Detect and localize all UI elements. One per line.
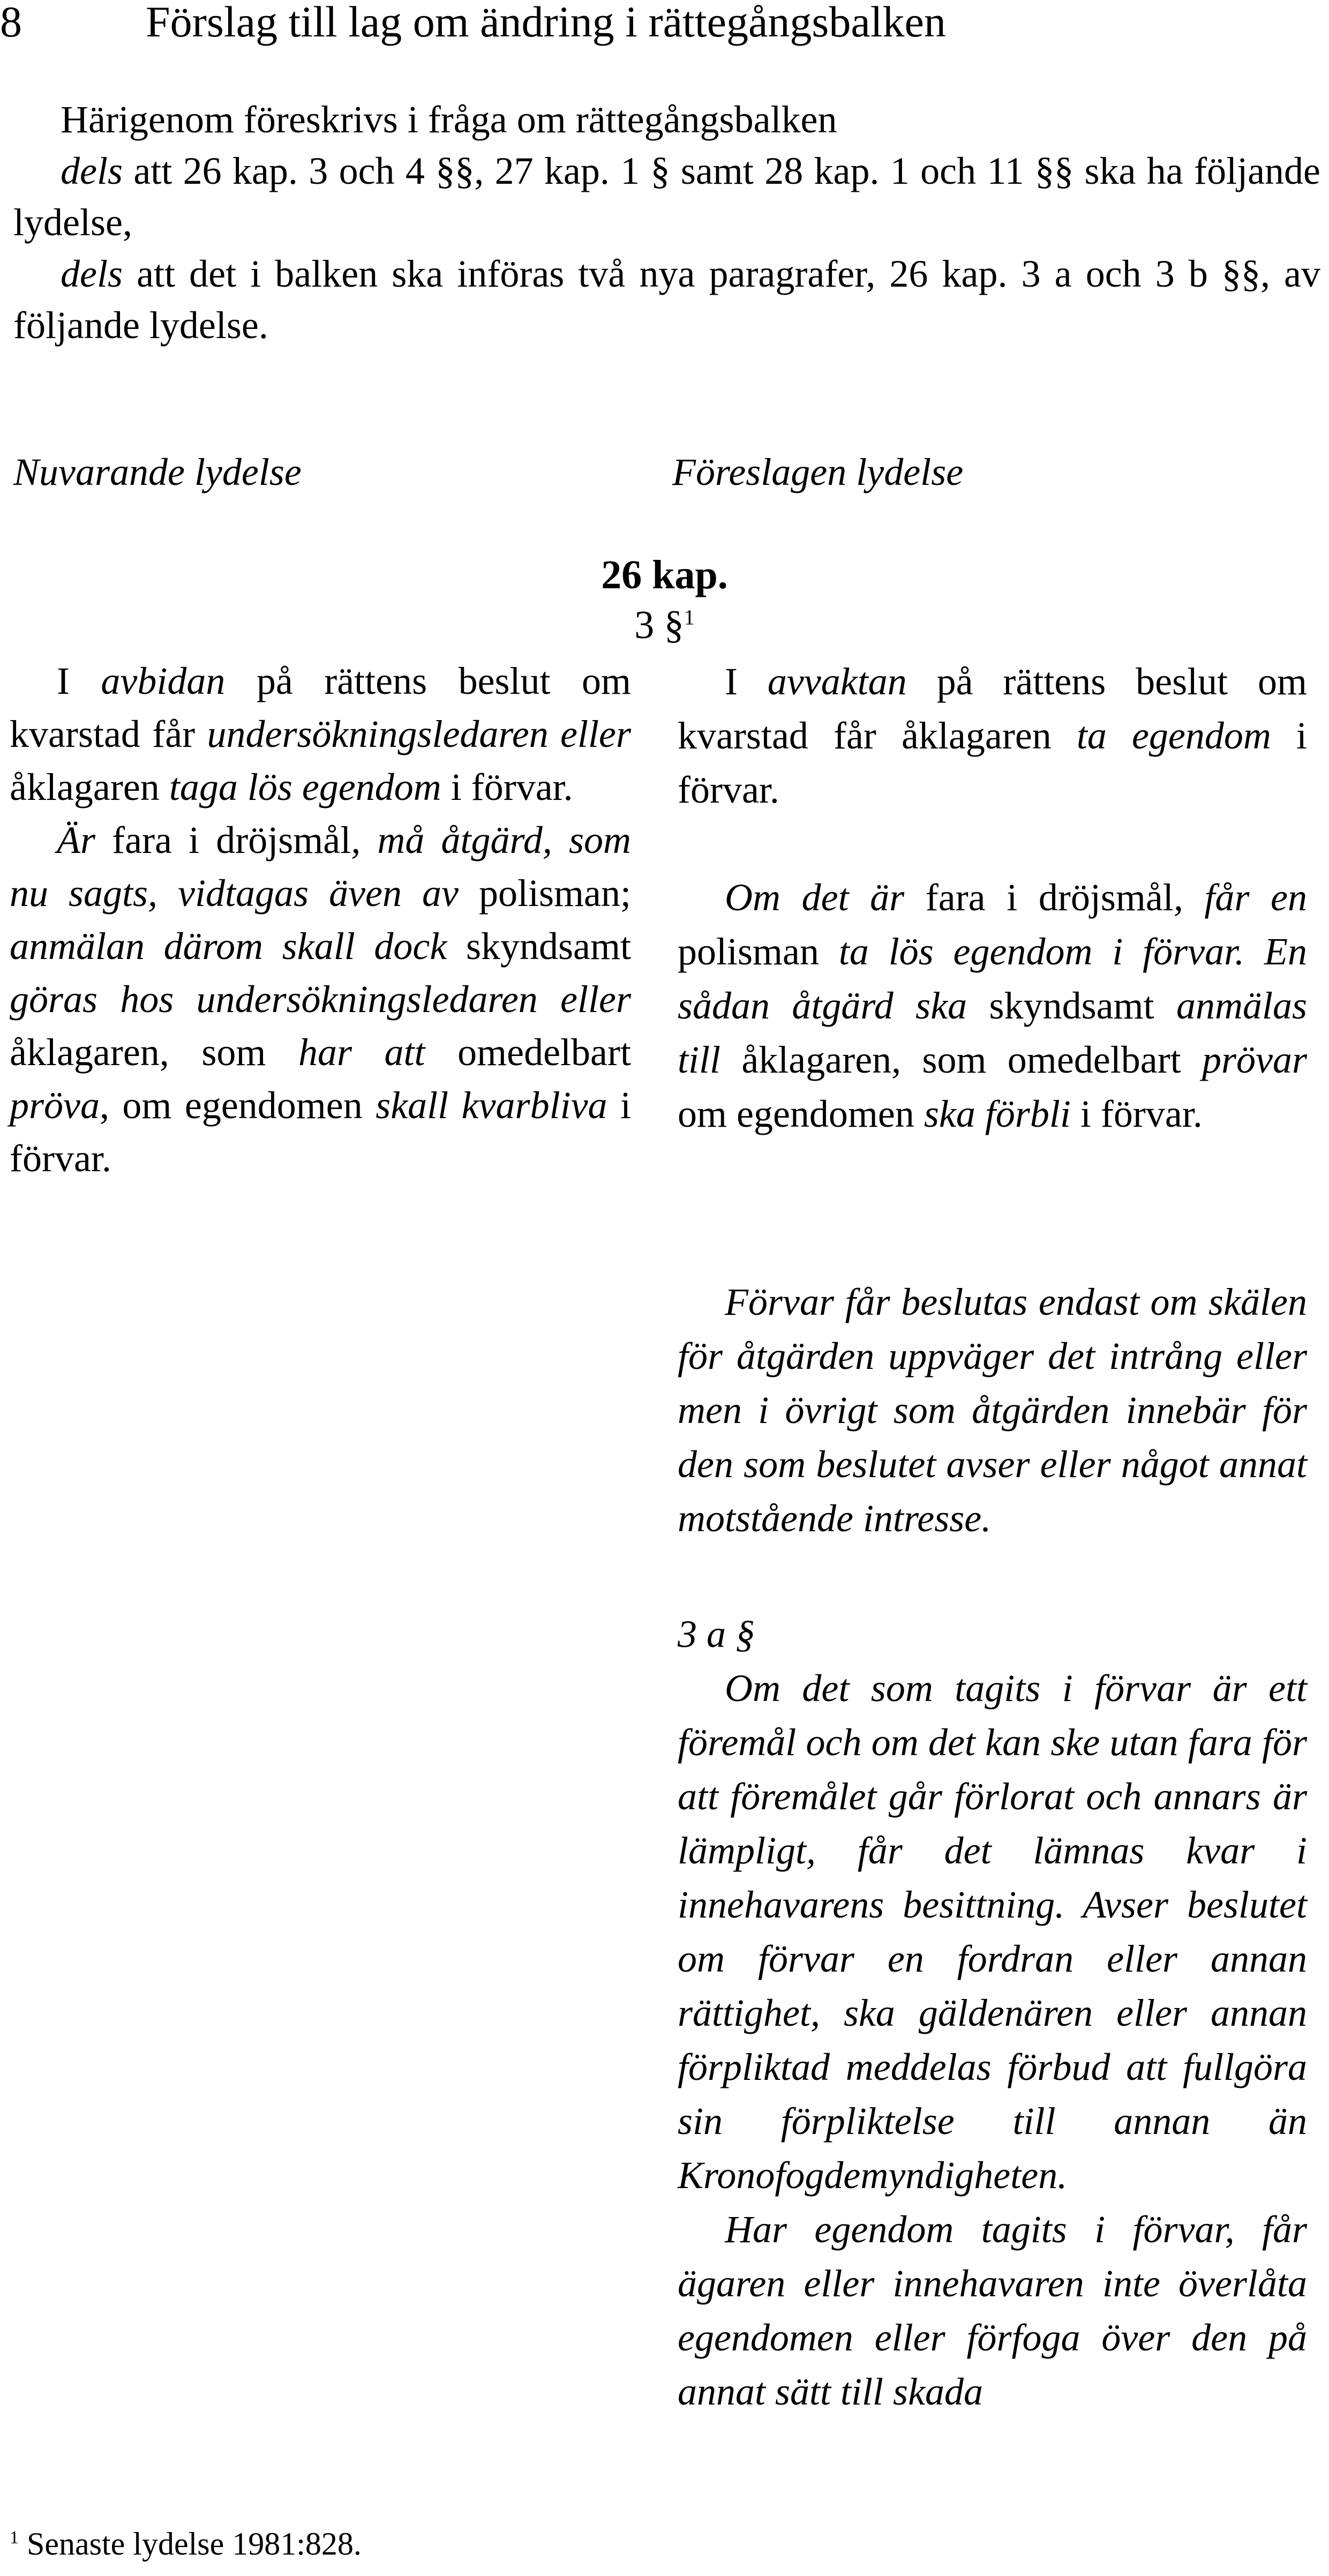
footnote-marker: 1: [10, 2528, 19, 2548]
text-run: i förvar.: [10, 1084, 631, 1180]
italic-text-run: undersökningsledaren eller: [207, 713, 631, 755]
italic-text-run: anmälan därom skall dock: [10, 925, 447, 968]
dels-word: dels: [61, 252, 123, 295]
intro-text: [13, 94, 1320, 351]
text-run: I: [725, 660, 768, 703]
text-run: i förvar.: [1070, 1092, 1203, 1135]
section-3a-heading: 3 a §: [678, 1613, 755, 1656]
text-run: omedelbart: [425, 1031, 631, 1074]
text-run: , om egendomen: [99, 1084, 376, 1127]
page-title: Förslag till lag om ändring i rättegångsbalken: [146, 0, 946, 46]
dels-text: att det i balken ska införas två nya paragrafer, 26 kap. 3 a och 3 b §§, av följande lydelse.: [13, 252, 1320, 347]
page-number: 8: [0, 0, 22, 46]
current-wording-heading: Nuvarande lydelse: [13, 451, 302, 493]
proposed-paragraph-5: Har egendom tagits i förvar, får ägaren eller innehavaren inte överlåta egendomen eller förfoga över den på annat sätt till skada: [678, 2208, 1307, 2413]
italic-text-run: Om det är: [725, 876, 905, 919]
text-run: om egendomen: [678, 1092, 924, 1135]
proposed-paragraph-3-block: [678, 1275, 1307, 1546]
text-run: på rättens beslut om kvarstad får: [10, 660, 631, 755]
intro-line: Härigenom föreskrivs i fråga om rättegångsbalken: [61, 98, 837, 141]
italic-text-run: , får en: [1173, 876, 1307, 919]
italic-text-run: ta egendom: [1076, 714, 1271, 757]
text-run: fara i dröjsmål: [95, 819, 351, 862]
text-run: I: [57, 660, 101, 702]
proposed-paragraph-3: Förvar får beslutas endast om skälen för åtgärden uppväger det intrång eller men i övrigt som åtgärden innebär för den som beslutet avser eller något annat motstående intresse.: [678, 1280, 1307, 1540]
proposed-paragraph-2: [678, 871, 1307, 1141]
footnote-text: Senaste lydelse 1981:828.: [19, 2526, 362, 2562]
text-run: åklagaren, som: [10, 1031, 298, 1074]
text-run: på rättens beslut om kvarstad får åklagaren: [678, 660, 1307, 757]
section-3a-block: [678, 1607, 1307, 2419]
italic-text-run: anmälas till: [678, 984, 1307, 1081]
text-run: polisman: [678, 930, 839, 973]
italic-text-run: avbidan: [101, 660, 226, 702]
italic-text-run: pröva: [10, 1084, 100, 1127]
italic-text-run: ta lös egendom i förvar. En sådan åtgärd ska: [678, 930, 1307, 1027]
current-paragraph-2: [10, 814, 631, 1185]
italic-text-run: ska förbli: [923, 1092, 1071, 1135]
intro-dels-2: [13, 248, 1320, 351]
text-run: polisman;: [458, 872, 631, 915]
italic-text-run: prövar: [1202, 1038, 1307, 1081]
section-heading: [0, 605, 1329, 645]
italic-text-run: har att: [298, 1031, 425, 1074]
section-label: 3 §: [634, 603, 684, 647]
footnote: [10, 2528, 362, 2560]
proposed-paragraph-4: Om det som tagits i förvar är ett föremål och om det kan ske utan fara för att föremålet går förlorat och annars är lämpligt, får det lämnas kvar i innehavarens besittning. Avser beslutet om förvar en fordran eller annan rättighet, ska gäldenären eller annan förpliktad meddelas förbud att fullgöra sin förpliktelse till annan än Kronofogdemyndigheten.: [678, 1667, 1307, 2197]
footnote-reference: 1: [684, 605, 695, 630]
text-run: i förvar.: [441, 766, 573, 808]
italic-text-run: avvaktan: [767, 660, 907, 703]
text-run: skyndsamt: [447, 925, 631, 968]
proposed-paragraph-1-block: [678, 655, 1307, 817]
italic-text-run: skall kvarbliva: [376, 1084, 607, 1127]
italic-text-run: , må åtgärd, som nu sagts, vidtagas även av: [10, 819, 631, 915]
proposed-paragraph-1: [678, 655, 1307, 817]
current-wording-column: [10, 655, 631, 1185]
text-run: skyndsamt: [967, 984, 1176, 1027]
current-paragraph-1: [10, 655, 631, 814]
text-run: åklagaren: [10, 766, 169, 808]
dels-text: att 26 kap. 3 och 4 §§, 27 kap. 1 § samt 28 kap. 1 och 11 §§ ska ha följande lydelse,: [13, 149, 1320, 244]
italic-text-run: taga lös egendom: [169, 766, 441, 808]
dels-word: dels: [61, 149, 123, 192]
text-run: fara i dröjsmål: [904, 876, 1174, 919]
intro-dels-1: [13, 145, 1320, 248]
text-run: åklagaren, som omedelbart: [720, 1038, 1202, 1081]
proposed-wording-heading: Föreslagen lydelse: [672, 451, 964, 493]
chapter-heading: 26 kap.: [601, 552, 728, 597]
proposed-paragraph-2-block: [678, 871, 1307, 1141]
italic-text-run: göras hos undersökningsledaren eller: [10, 978, 631, 1021]
italic-text-run: Är: [57, 819, 95, 862]
text-run: i förvar.: [678, 714, 1307, 811]
